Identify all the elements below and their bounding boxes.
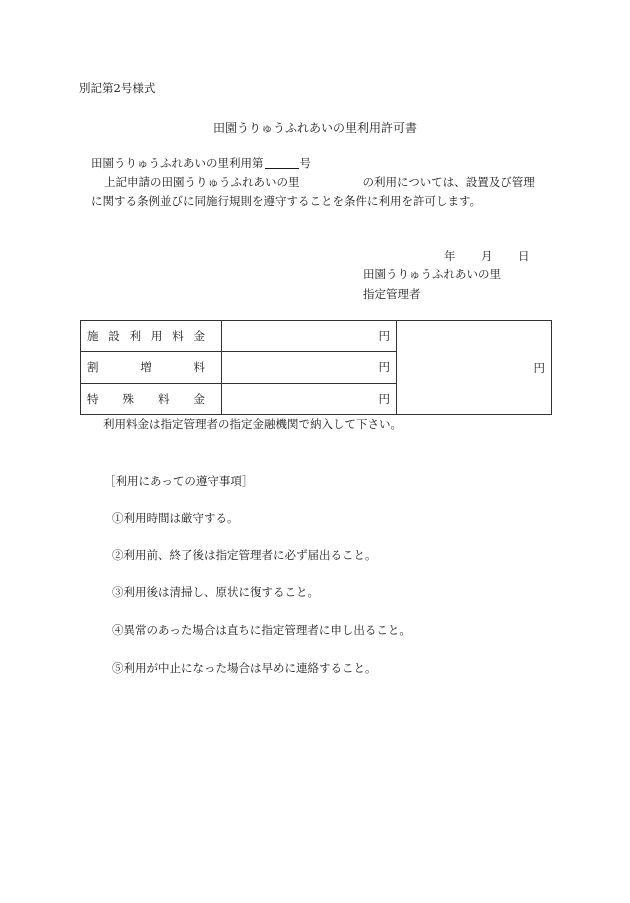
fee-label-char: 用 <box>150 329 163 344</box>
fee-unit: 円 <box>378 329 390 344</box>
fee-label-chars <box>87 359 205 375</box>
fee-label-char: 割 <box>87 360 99 375</box>
permit-number-prefix: 田園うりゅうふれあいの里利用第 <box>91 156 264 170</box>
fee-amount-surcharge <box>222 352 397 383</box>
fee-label-char: 施 <box>87 329 99 344</box>
page-title: 田園うりゅうふれあいの里利用許可書 <box>212 121 417 135</box>
fee-label-surcharge <box>81 352 222 383</box>
fee-amount-special <box>222 383 397 414</box>
permit-number-line <box>91 156 311 171</box>
issuer-org: 田園うりゅうふれあいの里 <box>363 267 501 281</box>
fee-unit: 円 <box>378 360 390 375</box>
fee-total <box>397 321 552 415</box>
rule-item: ⑤利用が中止になった場合は早めに連絡すること。 <box>112 661 377 675</box>
fee-label-char: 料 <box>172 329 184 344</box>
fee-total-unit: 円 <box>533 360 545 375</box>
date-year: 年 <box>444 249 456 263</box>
payment-note: 利用料金は指定管理者の指定金融機関で納入して下さい。 <box>103 417 402 431</box>
fee-label-char: 利 <box>129 329 142 344</box>
form-id: 別記第2号様式 <box>79 81 156 95</box>
fee-amount-facility <box>222 321 397 352</box>
fee-label-char: 金 <box>193 391 205 406</box>
fee-label-special <box>81 383 222 414</box>
issuer-role: 指定管理者 <box>363 287 421 301</box>
rule-item: ④異常のあった場合は直ちに指定管理者に申し出ること。 <box>112 623 411 637</box>
body-text-1a: 上記申請の田園うりゅうふれあいの里 <box>104 175 300 189</box>
body-text-line-1 <box>104 176 535 190</box>
fee-label-char: 設 <box>108 329 120 344</box>
permit-number-blank <box>265 156 299 169</box>
fee-label-char: 料 <box>158 391 170 406</box>
body-text-1b: の利用については、設置及び管理 <box>362 175 535 189</box>
fee-label-facility <box>81 321 222 352</box>
rule-item: ③利用後は清掃し、原状に復すること。 <box>112 585 319 599</box>
date-month: 月 <box>481 249 493 263</box>
fee-label-char: 特 <box>87 391 99 406</box>
rule-item: ①利用時間は厳守する。 <box>112 511 239 525</box>
rule-item: ②利用前、終了後は指定管理者に必ず届出ること。 <box>112 548 377 562</box>
permit-number-suffix: 号 <box>299 156 311 170</box>
fee-label-chars <box>87 328 205 344</box>
fee-label-char: 金 <box>193 329 205 344</box>
date-day: 日 <box>518 249 530 263</box>
fee-unit: 円 <box>378 391 390 406</box>
date-line <box>444 250 530 264</box>
fee-label-chars <box>87 391 205 407</box>
fee-label-char: 殊 <box>122 391 134 406</box>
rules-heading: ［利用にあっての遵守事項］ <box>104 474 254 488</box>
table-row <box>81 321 552 352</box>
fee-label-char: 料 <box>193 360 205 375</box>
fee-label-char: 増 <box>140 360 152 375</box>
fee-table <box>80 320 552 415</box>
body-text-line-2: に関する条例並びに同施行規則を遵守することを条件に利用を許可します。 <box>91 194 482 208</box>
